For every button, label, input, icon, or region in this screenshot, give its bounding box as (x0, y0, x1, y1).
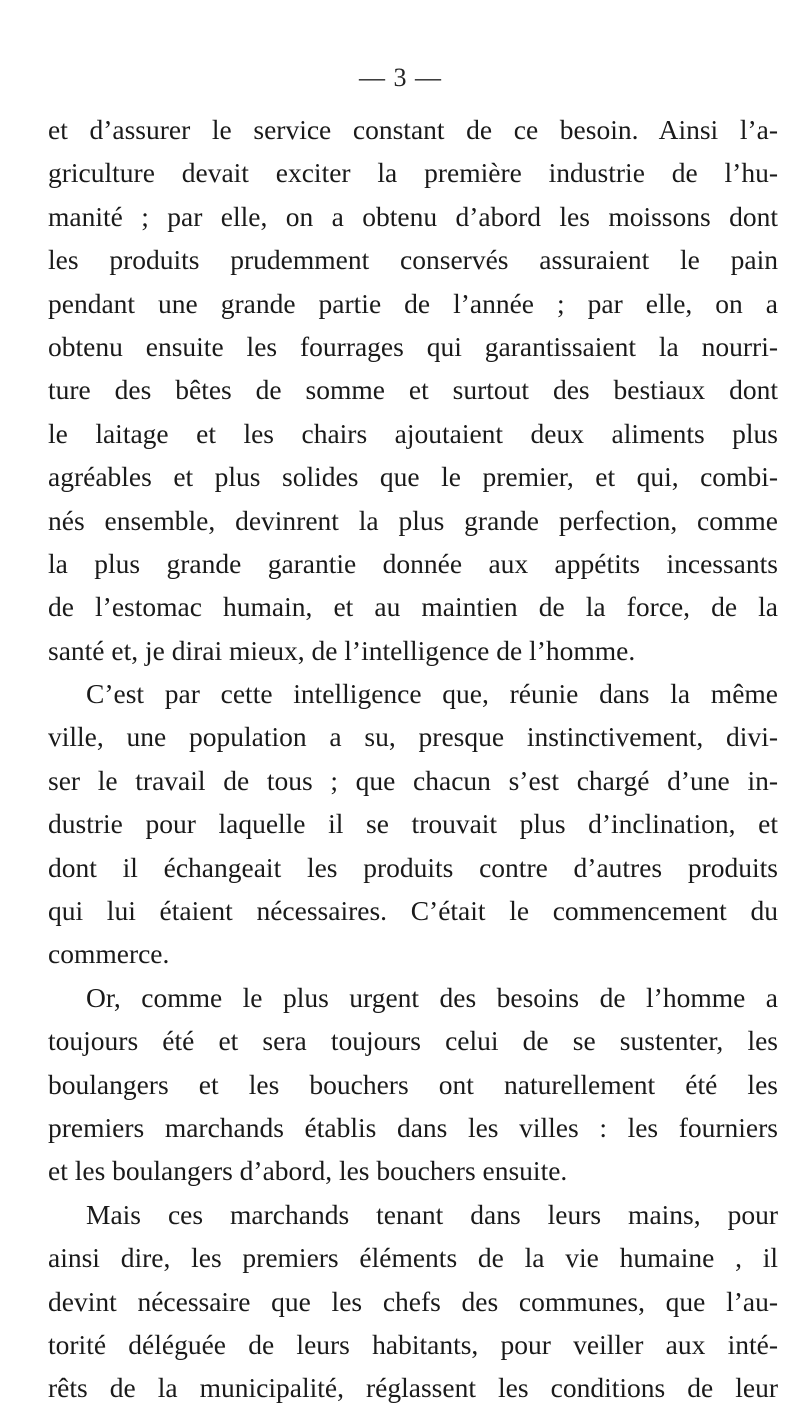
text-line: griculture devait exciter la première industrie de l’hu- (48, 157, 778, 189)
text-line: ville, une population a su, presque instinctivement, divi- (48, 721, 778, 753)
text-line: Or, comme le plus urgent des besoins de l’homme a (86, 981, 778, 1013)
paragraph (48, 976, 778, 1193)
text-line: qui lui étaient nécessaires. C’était le commencement du (48, 895, 778, 927)
text-line: premiers marchands établis dans les villes : les fourniers (48, 1111, 778, 1143)
text-line: dont il échangeait les produits contre d’autres produits (48, 851, 778, 883)
text-line: dustrie pour laquelle il se trouvait plus d’inclination, et (48, 808, 778, 840)
text-line: devint nécessaire que les chefs des communes, que l’au- (48, 1285, 778, 1317)
text-line: et d’assurer le service constant de ce besoin. Ainsi l’a- (48, 114, 778, 145)
text-line: et les boulangers d’abord, les bouchers ensuite. (48, 1155, 568, 1187)
text-line: nés ensemble, devinrent la plus grande perfection, comme (48, 504, 778, 536)
text-line: pendant une grande partie de l’année ; par elle, on a (48, 287, 778, 319)
text-line: boulangers et les bouchers ont naturellement été les (48, 1068, 778, 1100)
text-line: manité ; par elle, on a obtenu d’abord les moissons dont (48, 200, 778, 232)
text-line: C’est par cette intelligence que, réunie dans la même (86, 678, 778, 710)
text-line: agréables et plus solides que le premier, et qui, combi- (48, 461, 778, 493)
text-line: le laitage et les chairs ajoutaient deux aliments plus (48, 417, 778, 449)
text-line: toujours été et sera toujours celui de se sustenter, les (48, 1025, 778, 1057)
text-line: ture des bêtes de somme et surtout des bestiaux dont (48, 374, 778, 406)
text-line: de l’estomac humain, et au maintien de la force, de la (48, 591, 778, 623)
text-line: santé et, je dirai mieux, de l’intelligence de l’homme. (48, 634, 636, 666)
paragraph (48, 672, 778, 976)
text-line: commerce. (48, 938, 170, 970)
text-line: ser le travail de tous ; que chacun s’est chargé d’une in- (48, 764, 778, 796)
body-text (48, 108, 778, 1410)
text-line: la plus grande garantie donnée aux appétits incessants (48, 547, 778, 579)
text-line: rêts de la municipalité, réglassent les conditions de leur (48, 1372, 778, 1404)
page-number: — 3 — (359, 63, 442, 92)
paragraph (48, 108, 778, 672)
text-line: Mais ces marchands tenant dans leurs mains, pour (86, 1198, 778, 1230)
text-line: obtenu ensuite les fourrages qui garantissaient la nourri- (48, 330, 778, 362)
text-line: les produits prudemment conservés assuraient le pain (48, 244, 778, 276)
paragraph (48, 1193, 778, 1410)
text-line: ainsi dire, les premiers éléments de la vie humaine , il (48, 1242, 778, 1274)
text-line: torité déléguée de leurs habitants, pour veiller aux inté- (48, 1328, 778, 1360)
